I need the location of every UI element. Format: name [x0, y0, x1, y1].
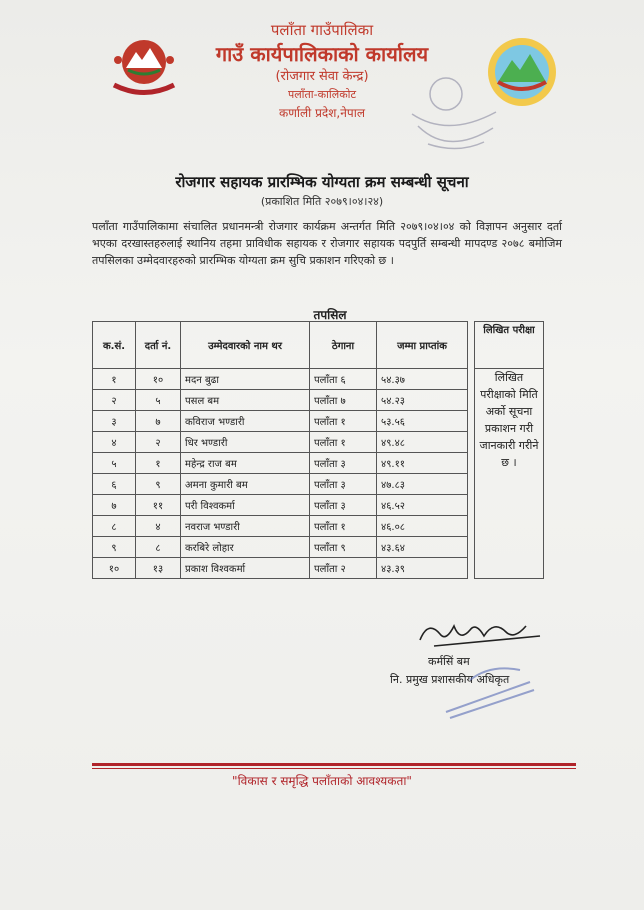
cell-total-marks: ४९.४८ [377, 432, 468, 453]
table-gap [468, 516, 475, 537]
cell-candidate-name: नवराज भण्डारी [181, 516, 310, 537]
header-candidate-name: उम्मेदवारको नाम थर [181, 322, 310, 369]
cell-candidate-name: करबिरे लोहार [181, 537, 310, 558]
notice-body: पलाँता गाउँपालिकामा संचालित प्रधानमन्त्री रोजगार कार्यक्रम अन्तर्गत मिति २०७९।०४।०४ को विज्ञापन अनुसार दर्ता भएका दरखास्तहरुलाई स्थानिय तहमा प्राविधीक सहायक र रोजगार सहायक पदपुर्ति सम्बन्धी मापदण्ड २०७८ बमोजिम तपसिलका उम्मेदवारहरुको प्रारम्भिक योग्यता क्रम सुचि प्रकाशन गरिएको छ । [92, 220, 562, 267]
office-name: गाउँ कार्यपालिकाको कार्यालय [215, 42, 429, 66]
signatory-name: कर्मसिं बम [428, 655, 470, 668]
table-gap [468, 558, 475, 579]
cell-registration: ५ [136, 390, 181, 411]
cell-total-marks: ४६.०८ [377, 516, 468, 537]
notice-title: रोजगार सहायक प्रारम्भिक योग्यता क्रम सम्बन्धी सूचना [175, 173, 469, 191]
cell-candidate-name: महेन्द्र राज बम [181, 453, 310, 474]
cell-address: पलाँता ९ [310, 537, 377, 558]
table-row [93, 369, 544, 390]
header-serial: क.सं. [93, 322, 136, 369]
signature-icon [414, 612, 544, 652]
footer-divider-thin [92, 768, 576, 769]
cell-written-exam-remark: लिखित परीक्षाको मिति अर्को सूचना प्रकाशन गरी जानकारी गरीने छ । [475, 369, 544, 579]
cell-candidate-name: मदन बुढा [181, 369, 310, 390]
table-gap [468, 322, 475, 369]
table-gap [468, 474, 475, 495]
cell-address: पलाँता १ [310, 516, 377, 537]
table-gap [468, 369, 475, 390]
cell-serial: १० [93, 558, 136, 579]
cell-registration: १ [136, 453, 181, 474]
cell-registration: १३ [136, 558, 181, 579]
cell-registration: ४ [136, 516, 181, 537]
cell-total-marks: ४७.८३ [377, 474, 468, 495]
cell-address: पलाँता ६ [310, 369, 377, 390]
table-gap [468, 432, 475, 453]
table-gap [468, 453, 475, 474]
header-written-exam: लिखित परीक्षा [475, 322, 544, 369]
cell-total-marks: ५४.३७ [377, 369, 468, 390]
cell-total-marks: ५४.२३ [377, 390, 468, 411]
footer-divider [92, 763, 576, 766]
cell-address: पलाँता ३ [310, 495, 377, 516]
cell-candidate-name: कविराज भण्डारी [181, 411, 310, 432]
cell-total-marks: ४९.११ [377, 453, 468, 474]
header-total-marks: जम्मा प्राप्तांक [377, 322, 468, 369]
cell-serial: ४ [93, 432, 136, 453]
cell-serial: ५ [93, 453, 136, 474]
cell-registration: ८ [136, 537, 181, 558]
center-name: (रोजगार सेवा केन्द्र) [275, 69, 369, 84]
candidates-table [92, 321, 544, 579]
cell-serial: ८ [93, 516, 136, 537]
published-date: (प्रकाशित मिति २०७९।०४।२४) [260, 195, 384, 208]
cell-candidate-name: अमना कुमारी बम [181, 474, 310, 495]
cell-serial: ९ [93, 537, 136, 558]
cell-total-marks: ४६.५२ [377, 495, 468, 516]
cell-registration: ७ [136, 411, 181, 432]
cell-candidate-name: परी विश्वकर्मा [181, 495, 310, 516]
cell-serial: ३ [93, 411, 136, 432]
cell-candidate-name: प्रकाश विश्वकर्मा [181, 558, 310, 579]
cell-registration: ११ [136, 495, 181, 516]
cell-registration: १० [136, 369, 181, 390]
office-location: पलाँता-कालिकोट [287, 88, 357, 101]
office-province: कर्णाली प्रदेश,नेपाल [279, 106, 365, 120]
table-caption: तपसिल [313, 308, 347, 322]
cell-total-marks: ४३.६४ [377, 537, 468, 558]
cell-serial: १ [93, 369, 136, 390]
footer-slogan: "विकास र समृद्धि पलाँताको आवश्यकता" [232, 774, 412, 788]
header-address: ठेगाना [310, 322, 377, 369]
cell-address: पलाँता ७ [310, 390, 377, 411]
table-gap [468, 390, 475, 411]
header-registration: दर्ता नं. [136, 322, 181, 369]
officer-stamp-icon [440, 660, 540, 720]
cell-address: पलाँता २ [310, 558, 377, 579]
cell-address: पलाँता १ [310, 411, 377, 432]
municipality-name: पलाँता गाउँपालिका [270, 21, 374, 39]
table-header-row [93, 322, 544, 369]
cell-registration: २ [136, 432, 181, 453]
cell-serial: ६ [93, 474, 136, 495]
cell-candidate-name: पसल बम [181, 390, 310, 411]
cell-registration: ९ [136, 474, 181, 495]
cell-address: पलाँता ३ [310, 453, 377, 474]
cell-serial: ७ [93, 495, 136, 516]
table-gap [468, 537, 475, 558]
signatory-title: नि. प्रमुख प्रशासकीय अधिकृत [390, 673, 510, 686]
cell-total-marks: ५३.५६ [377, 411, 468, 432]
cell-candidate-name: धिर भण्डारी [181, 432, 310, 453]
table-gap [468, 411, 475, 432]
office-stamp-icon [398, 66, 508, 156]
cell-address: पलाँता ३ [310, 474, 377, 495]
cell-total-marks: ४३.३९ [377, 558, 468, 579]
cell-address: पलाँता १ [310, 432, 377, 453]
cell-serial: २ [93, 390, 136, 411]
table-gap [468, 495, 475, 516]
